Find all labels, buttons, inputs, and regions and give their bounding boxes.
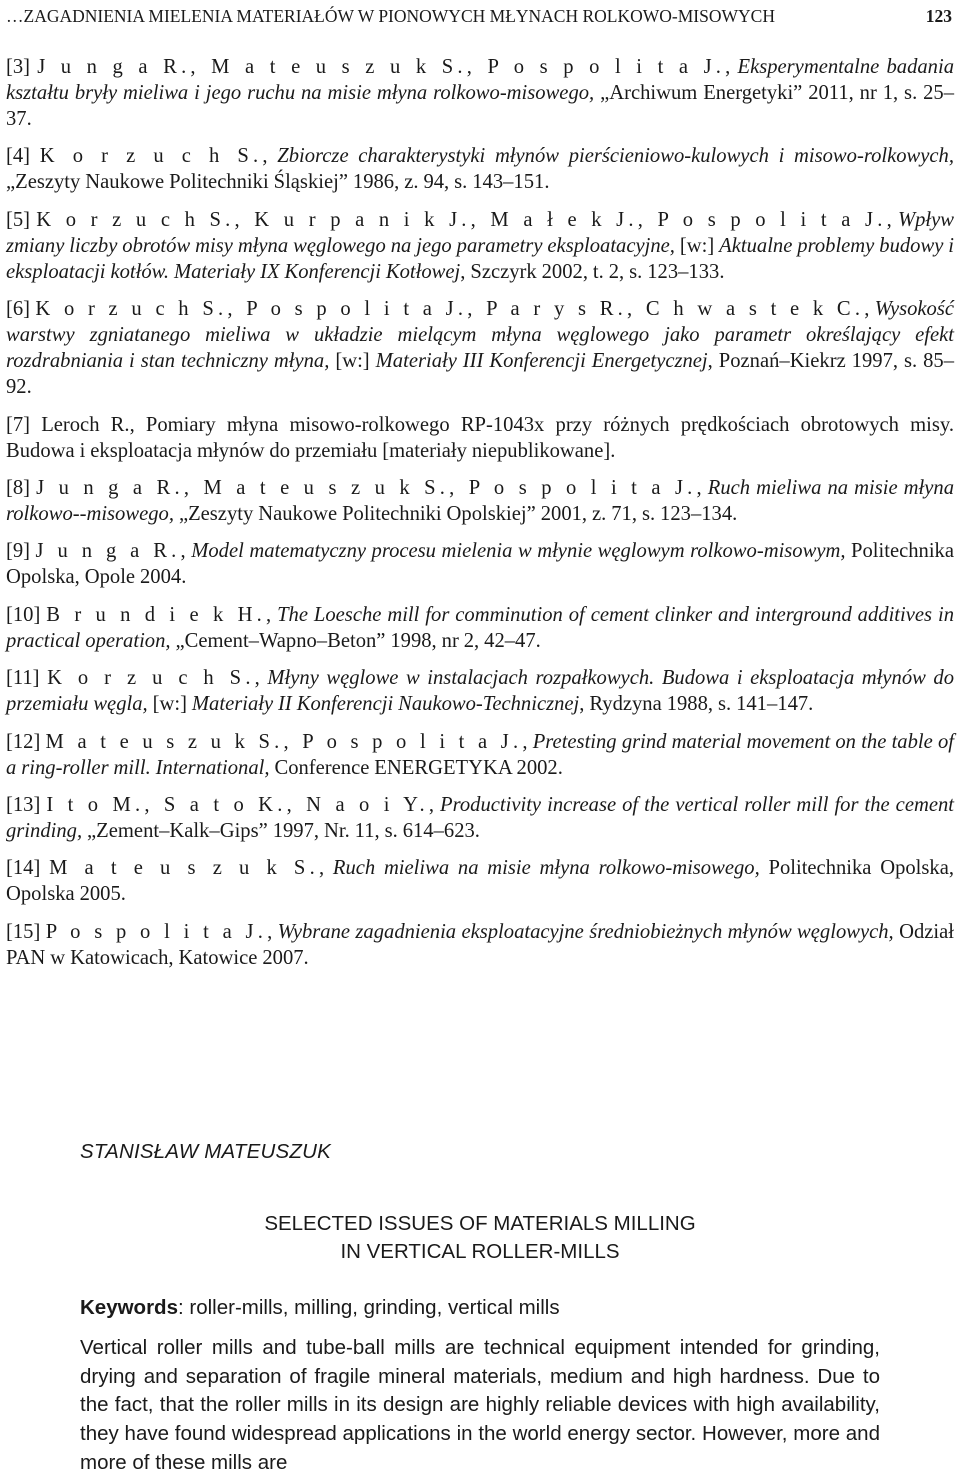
reference-item: [7] Leroch R., Pomiary młyna misowo-rolkowego RP-1043x przy różnych prędkościach obrotowych misy. Budowa i eksploatacja młynów do przemiału [materiały niepublikowane].: [6, 413, 954, 462]
reference-item: [3] J u n g a R., M a t e u s z u k S., P o s p o l i t a J., Eksperymentalne badania kształtu bryły mieliwa i jego ruchu na misie młyna rolkowo-misowego, „Archiwum Energetyki” 2011, nr 1, s. 25–37.: [6, 56, 954, 130]
running-title: …ZAGADNIENIA MIELENIA MATERIAŁÓW W PIONOWYCH MŁYNACH ROLKOWO-MISOWYCH: [6, 6, 775, 26]
reference-item: [10] B r u n d i e k H., The Loesche mill for comminution of cement clinker and interground additives in practical operation, „Cement–Wapno–Beton” 1998, nr 2, 42–47.: [6, 603, 954, 652]
reference-list: [6, 54, 954, 982]
keywords-label: Keywords: [80, 1296, 178, 1319]
reference-item: [8] J u n g a R., M a t e u s z u k S., P o s p o l i t a J., Ruch mieliwa na misie młyna rolkowo--misowego, „Zeszyty Naukowe Politechniki Opolskiej” 2001, z. 71, s. 123–134.: [6, 476, 954, 525]
author-name: STANISŁAW MATEUSZUK: [80, 1140, 331, 1163]
reference-item: [6] K o r z u c h S., P o s p o l i t a J., P a r y s R., C h w a s t e k C., Wysokość warstwy zgniatanego mieliwa w układzie mielącym młyna węglowego jako parametr określający efekt rozdrabniania i stan techniczny młyna, [w:] Materiały III Konferencji Energetycznej, Poznań–Kiekrz 1997, s. 85–92.: [6, 298, 954, 399]
reference-item: [4] K o r z u c h S., Zbiorcze charakterystyki młynów pierścieniowo-kulowych i misowo-rolkowych, „Zeszyty Naukowe Politechniki Śląskiej” 1986, z. 94, s. 143–151.: [6, 145, 954, 194]
english-title: [0, 1210, 960, 1266]
reference-item: [5] K o r z u c h S., K u r p a n i k J., M a ł e k J., P o s p o l i t a J., Wpływ zmiany liczby obrotów misy młyna węglowego na jego parametry eksploatacyjne, [w:] Aktualne problemy budowy i eksploatacji kotłów. Materiały IX Konferencji Kotłowej, Szczyrk 2002, t. 2, s. 123–133.: [6, 208, 955, 283]
reference-item: [12] M a t e u s z u k S., P o s p o l i t a J., Pretesting grind material movement on the table of a ring-roller mill. International, Conference ENERGETYKA 2002.: [6, 730, 954, 779]
reference-item: [14] M a t e u s z u k S., Ruch mieliwa na misie młyna rolkowo-misowego, Politechnika Opolska, Opolska 2005.: [6, 857, 955, 906]
abstract-text: Vertical roller mills and tube-ball mills are technical equipment intended for grinding, drying and separation of fragile mineral materials, medium and high hardness. Due to the fact, that the roller mills in its design are highly reliable devices with high availability, they have found widespread applications in the world energy sector. However, more and more of these mills are: [80, 1336, 880, 1474]
reference-item: [15] P o s p o l i t a J., Wybrane zagadnienia eksploatacyjne średniobieżnych młynów węglowych, Odział PAN w Katowicach, Katowice 2007.: [6, 920, 954, 969]
page-number: 123: [925, 6, 952, 26]
running-header: [6, 2, 952, 30]
keywords-text: : roller-mills, milling, grinding, vertical mills: [177, 1296, 560, 1319]
keywords: [80, 1296, 560, 1320]
english-title-line-2: IN VERTICAL ROLLER-MILLS: [340, 1240, 620, 1263]
reference-item: [11] K o r z u c h S., Młyny węglowe w instalacjach rozpałkowych. Budowa i eksploatacja młynów do przemiału węgla, [w:] Materiały II Konferencji Naukowo-Technicznej, Rydzyna 1988, s. 141–147.: [6, 667, 954, 716]
english-title-line-1: SELECTED ISSUES OF MATERIALS MILLING: [264, 1212, 696, 1235]
reference-item: [13] I t o M., S a t o K., N a o i Y., Productivity increase of the vertical roller mill for the cement grinding, „Zement–Kalk–Gips” 1997, Nr. 11, s. 614–623.: [6, 793, 954, 842]
reference-item: [9] J u n g a R., Model matematyczny procesu mielenia w młynie węglowym rolkowo-misowym, Politechnika Opolska, Opole 2004.: [6, 540, 954, 589]
